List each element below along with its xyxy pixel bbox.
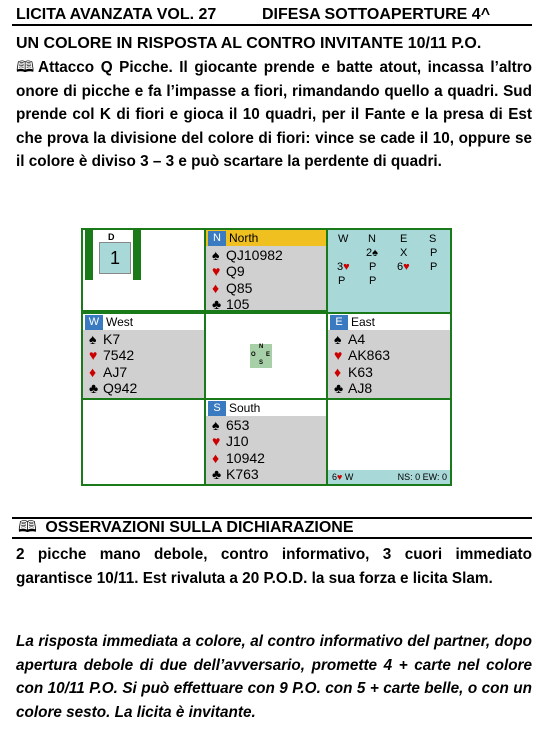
page-header — [12, 4, 532, 26]
dealer-bracket-left — [85, 230, 97, 280]
bid-header-n: N — [368, 233, 376, 245]
heart-icon: ♥ — [212, 263, 221, 279]
south-diamonds: ♦ 10942 — [212, 450, 265, 466]
book-icon: 🕮 — [16, 59, 35, 76]
south-badge: S — [208, 401, 226, 416]
west-diamonds: ♦ AJ7 — [89, 364, 128, 380]
club-icon: ♣ — [89, 380, 99, 396]
spade-icon: ♠ — [212, 417, 220, 433]
result-cell — [326, 398, 452, 486]
spade-icon: ♠ — [89, 331, 97, 347]
observations-text: 2 picche mano debole, contro informativo, 3 cuori immediato garantisce 10/11. Est rivaluta a 20 P.O.D. la sua forza e licita Slam. — [16, 546, 532, 587]
intro-text: Attacco Q Picche. Il giocante prende e batte atout, incassa l’altro onore di picche e fa l’impasse a fiori, rimandando quello a quadri. Sud prende col K di fiori e gioca il 10 quadri, per il Fante e la presa di Est che prova la divisione del colore di fiori: vince se cade il 10, oppure se il colore è diviso 3 – 3 e può scartare la perdente di quadri. — [16, 59, 532, 171]
book-icon: 🕮 — [18, 519, 37, 536]
topic-subtitle: UN COLORE IN RISPOSTA AL CONTRO INVITANTE 10/11 P.O. — [16, 35, 482, 52]
east-hearts: ♥ AK863 — [334, 347, 391, 363]
book-title: LICITA AVANZATA VOL. 27 — [16, 6, 217, 23]
diamond-icon: ♦ — [212, 280, 220, 296]
south-header — [206, 400, 326, 416]
south-name: South — [229, 401, 261, 415]
dealer-bracket-right — [133, 230, 141, 280]
intro-paragraph — [16, 56, 532, 174]
diamond-icon: ♦ — [89, 364, 97, 380]
north-spades: ♠ QJ10982 — [212, 247, 283, 263]
north-name: North — [229, 231, 259, 245]
heart-icon: ♥ — [89, 347, 98, 363]
east-diamonds: ♦ K63 — [334, 364, 373, 380]
west-hand — [81, 312, 206, 400]
spade-icon: ♠ — [372, 247, 378, 259]
board-number: 1 — [99, 242, 131, 274]
heart-icon: ♥ — [343, 261, 350, 273]
west-clubs: ♣ Q942 — [89, 380, 138, 396]
east-name: East — [351, 315, 376, 329]
empty-cell — [81, 398, 206, 486]
compass-icon: N O E S — [251, 344, 271, 366]
club-icon: ♣ — [212, 466, 222, 482]
bid-header-s: S — [429, 233, 437, 245]
bid-west-3: P — [338, 275, 346, 287]
bid-north-2: P — [369, 261, 377, 273]
south-spades: ♠ 653 — [212, 417, 250, 433]
dealer-label: D — [108, 232, 115, 242]
west-badge: W — [85, 315, 103, 330]
east-clubs: ♣ AJ8 — [334, 380, 373, 396]
west-header — [83, 314, 204, 330]
west-spades: ♠ K7 — [89, 331, 121, 347]
bid-east-2: 6♥ — [397, 261, 410, 273]
north-badge: N — [208, 231, 226, 246]
diamond-icon: ♦ — [334, 364, 342, 380]
north-header — [206, 230, 326, 246]
vulnerability: NS: 0 EW: 0 — [397, 472, 447, 482]
west-hearts: ♥ 7542 — [89, 347, 135, 363]
final-contract: 6♥ W — [332, 472, 354, 482]
heart-icon: ♥ — [337, 472, 343, 482]
bidding-box — [326, 228, 452, 314]
heart-icon: ♥ — [403, 261, 410, 273]
east-badge: E — [330, 315, 348, 330]
bid-east-1: X — [400, 247, 408, 259]
east-hand — [326, 312, 452, 400]
section-title: DIFESA SOTTOAPERTURE 4^ — [262, 6, 491, 23]
club-icon: ♣ — [212, 296, 222, 312]
bid-south-2: P — [430, 261, 438, 273]
bid-header-w: W — [338, 233, 349, 245]
bid-west-2: 3♥ — [337, 261, 350, 273]
south-hand — [204, 398, 328, 486]
north-diamonds: ♦ Q85 — [212, 280, 253, 296]
diamond-icon: ♦ — [212, 450, 220, 466]
east-header — [328, 314, 450, 330]
spade-icon: ♠ — [334, 331, 342, 347]
bid-north-3: P — [369, 275, 377, 287]
east-spades: ♠ A4 — [334, 331, 366, 347]
table-center — [204, 312, 328, 400]
heart-icon: ♥ — [212, 433, 221, 449]
observations-heading: 🕮 OSSERVAZIONI SULLA DICHIARAZIONE — [12, 517, 532, 539]
bid-header-e: E — [400, 233, 408, 245]
dealer-cell — [81, 228, 206, 312]
west-name: West — [106, 315, 134, 329]
south-clubs: ♣ K763 — [212, 466, 259, 482]
north-hand — [204, 228, 328, 312]
result-bar — [328, 470, 450, 484]
bid-north-1: 2♠ — [366, 247, 378, 259]
south-hearts: ♥ J10 — [212, 433, 249, 449]
bridge-deal-diagram — [81, 228, 452, 486]
spade-icon: ♠ — [212, 247, 220, 263]
north-clubs: ♣ 105 — [212, 296, 250, 312]
observations-note: La risposta immediata a colore, al contro informativo del partner, dopo apertura debole di due dell’avversario, promette 4 + carte nel colore con 10/11 P.O. Si può effettuare con 9 P.O. con 5 + carte belle, o con un colore sesto. La licita è invitante. — [16, 633, 532, 721]
club-icon: ♣ — [334, 380, 344, 396]
heart-icon: ♥ — [334, 347, 343, 363]
bid-south-1: P — [430, 247, 438, 259]
north-hearts: ♥ Q9 — [212, 263, 245, 279]
